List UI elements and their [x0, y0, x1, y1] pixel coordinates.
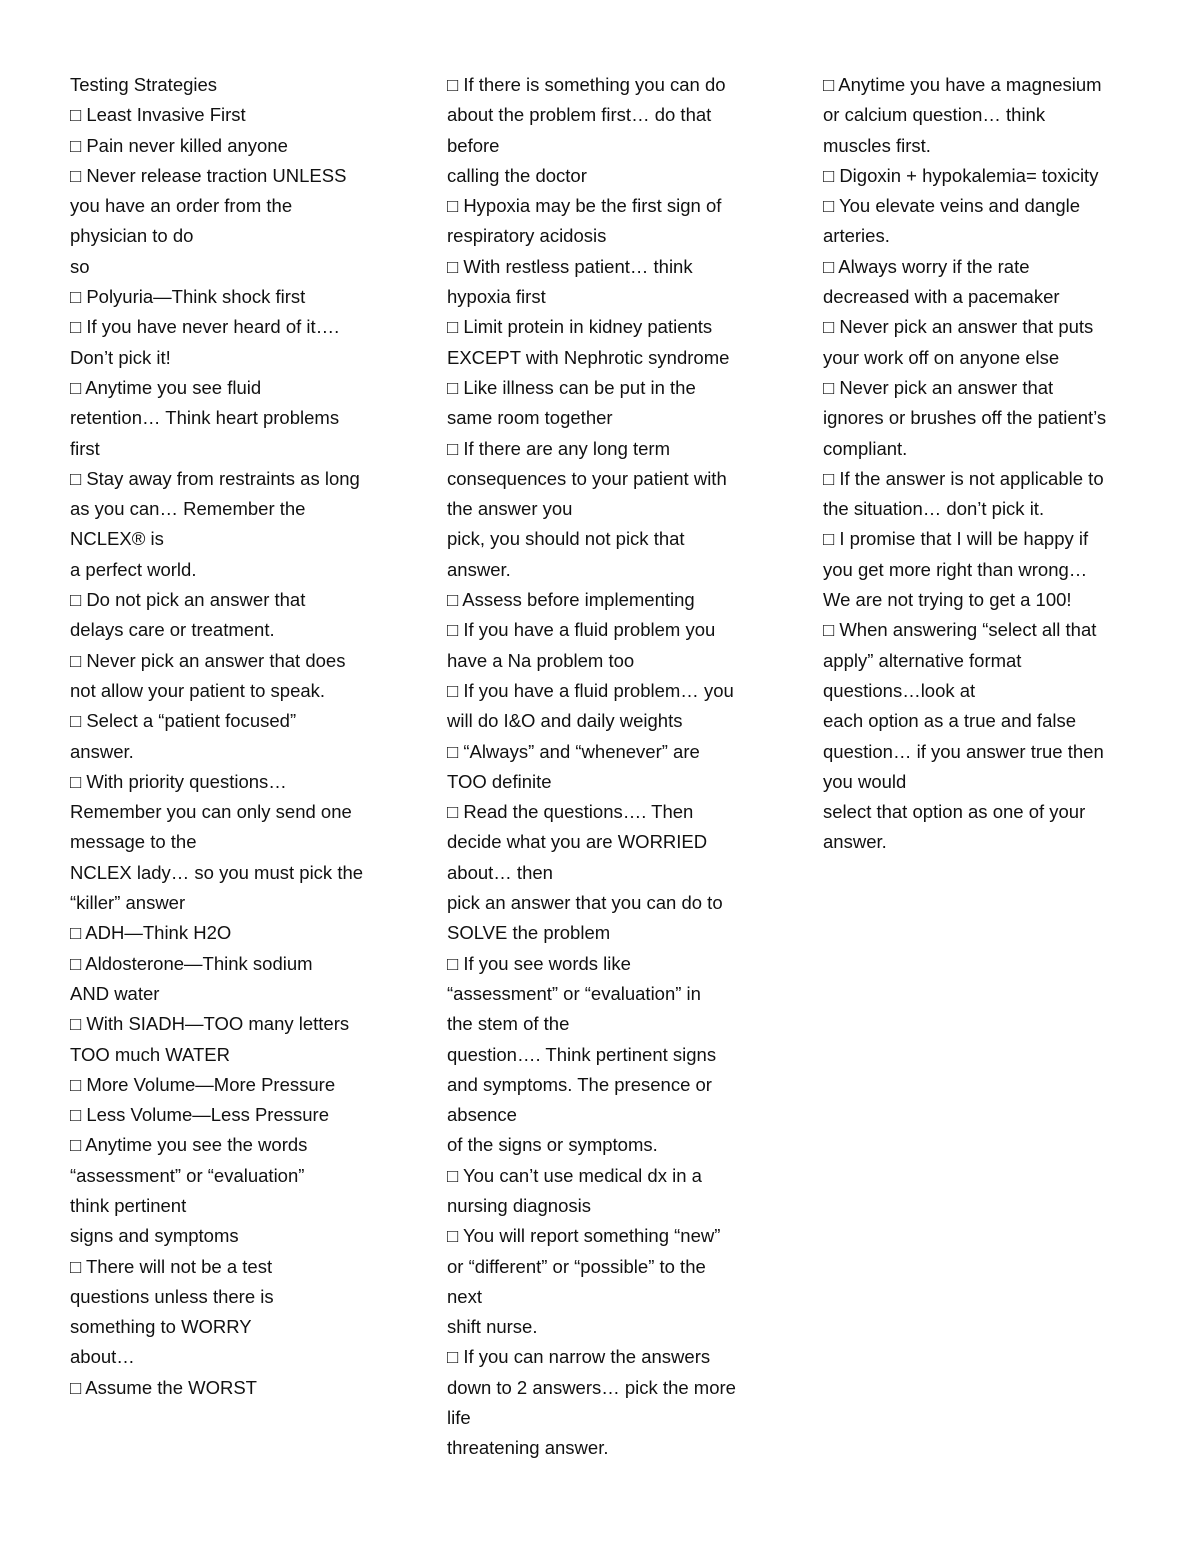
text-line: delays care or treatment.: [70, 619, 275, 641]
text-line: respiratory acidosis: [447, 225, 607, 247]
text-line: □ Never pick an answer that does: [70, 649, 346, 671]
text-line: □ Anytime you have a magnesium: [823, 74, 1102, 95]
text-line: □ Anytime you see the words: [70, 1134, 308, 1156]
text-line: □ Least Invasive First: [70, 104, 246, 126]
text-line: decreased with a pacemaker: [823, 286, 1060, 308]
text-line: TOO much WATER: [70, 1043, 231, 1065]
text-line: retention… Think heart problems: [70, 407, 340, 429]
text-line: Don’t pick it!: [70, 346, 171, 368]
text-line: arteries.: [823, 225, 890, 247]
text-line: will do I&O and daily weights: [447, 710, 683, 732]
text-line: □ I promise that I will be happy if: [823, 528, 1089, 550]
text-line: as you can… Remember the: [70, 498, 306, 520]
text-line: □ Stay away from restraints as long: [70, 467, 360, 489]
text-line: consequences to your patient with: [447, 467, 727, 489]
text-line: a perfect world.: [70, 558, 197, 580]
text-line: □ Select a “patient focused”: [70, 710, 297, 732]
text-column-3: [823, 70, 1163, 858]
text-line: shift nurse.: [447, 1316, 538, 1338]
text-line: about… then: [447, 861, 553, 883]
text-line: □ There will not be a test: [70, 1255, 273, 1277]
text-line: question…. Think pertinent signs: [447, 1043, 717, 1065]
text-line: or calcium question… think: [823, 104, 1046, 126]
text-line: □ If there are any long term: [447, 437, 671, 459]
text-line: □ Less Volume—Less Pressure: [70, 1104, 329, 1126]
text-line: you would: [823, 770, 907, 792]
text-line: questions…look at: [823, 679, 976, 701]
text-line: calling the doctor: [447, 164, 587, 186]
text-line: □ Aldosterone—Think sodium: [70, 952, 313, 974]
text-line: answer.: [70, 740, 134, 762]
text-line: pick, you should not pick that: [447, 528, 685, 550]
text-line: first: [70, 437, 100, 459]
text-line: and symptoms. The presence or: [447, 1073, 712, 1095]
text-line: signs and symptoms: [70, 1225, 239, 1247]
text-line: of the signs or symptoms.: [447, 1134, 658, 1156]
text-line: compliant.: [823, 437, 908, 459]
text-line: the situation… don’t pick it.: [823, 498, 1045, 520]
text-line: “killer” answer: [70, 892, 186, 914]
text-line: □ If there is something you can do: [447, 74, 726, 95]
text-line: □ More Volume—More Pressure: [70, 1073, 336, 1095]
text-line: absence: [447, 1104, 517, 1126]
text-line: Testing Strategies: [70, 74, 218, 95]
text-line: SOLVE the problem: [447, 922, 611, 944]
text-line: physician to do: [70, 225, 194, 247]
text-line: □ Never pick an answer that: [823, 376, 1054, 398]
text-line: Remember you can only send one: [70, 801, 352, 823]
text-line: next: [447, 1285, 482, 1307]
text-line: NCLEX® is: [70, 528, 164, 550]
text-line: □ Polyuria—Think shock first: [70, 286, 306, 308]
text-line: □ You will report something “new”: [447, 1225, 721, 1247]
text-line: your work off on anyone else: [823, 346, 1060, 368]
text-line: decide what you are WORRIED: [447, 831, 708, 853]
text-line: □ Assess before implementing: [447, 589, 695, 611]
text-line: same room together: [447, 407, 613, 429]
text-line: about…: [70, 1346, 135, 1368]
text-line: □ You elevate veins and dangle: [823, 195, 1081, 217]
text-line: NCLEX lady… so you must pick the: [70, 861, 364, 883]
text-line: ignores or brushes off the patient’s: [823, 407, 1107, 429]
text-line: life: [447, 1407, 471, 1429]
text-line: □ ADH—Think H2O: [70, 922, 232, 944]
text-line: something to WORRY: [70, 1316, 252, 1338]
text-line: □ You can’t use medical dx in a: [447, 1164, 702, 1186]
text-line: □ Read the questions…. Then: [447, 801, 694, 823]
text-line: AND water: [70, 982, 160, 1004]
text-line: □ Always worry if the rate: [823, 255, 1030, 277]
text-line: you get more right than wrong…: [823, 558, 1088, 580]
text-line: select that option as one of your: [823, 801, 1086, 823]
text-line: □ Assume the WORST: [70, 1376, 257, 1398]
text-line: the answer you: [447, 498, 573, 520]
text-line: questions unless there is: [70, 1285, 274, 1307]
text-line: hypoxia first: [447, 286, 546, 308]
text-line: you have an order from the: [70, 195, 293, 217]
text-line: □ “Always” and “whenever” are: [447, 740, 700, 762]
text-line: □ With restless patient… think: [447, 255, 693, 277]
text-line: □ If you see words like: [447, 952, 631, 974]
text-line: question… if you answer true then: [823, 740, 1104, 762]
text-line: □ Like illness can be put in the: [447, 376, 696, 398]
text-line: answer.: [823, 831, 887, 853]
text-line: □ Pain never killed anyone: [70, 134, 288, 156]
text-line: apply” alternative format: [823, 649, 1022, 671]
text-line: □ Limit protein in kidney patients: [447, 316, 713, 338]
text-line: □ Never pick an answer that puts: [823, 316, 1094, 338]
text-column-1: [70, 70, 410, 1403]
text-line: □ If you have never heard of it….: [70, 316, 340, 338]
text-line: EXCEPT with Nephrotic syndrome: [447, 346, 730, 368]
text-line: down to 2 answers… pick the more: [447, 1376, 736, 1398]
text-line: nursing diagnosis: [447, 1194, 591, 1216]
text-line: “assessment” or “evaluation” in: [447, 982, 701, 1004]
text-line: so: [70, 255, 90, 277]
text-line: muscles first.: [823, 134, 931, 156]
text-line: □ If you have a fluid problem you: [447, 619, 716, 641]
text-line: or “different” or “possible” to the: [447, 1255, 706, 1277]
text-line: pick an answer that you can do to: [447, 892, 723, 914]
text-line: each option as a true and false: [823, 710, 1077, 732]
text-line: before: [447, 134, 500, 156]
text-line: □ Never release traction UNLESS: [70, 164, 347, 186]
text-line: not allow your patient to speak.: [70, 679, 326, 701]
text-line: have a Na problem too: [447, 649, 635, 671]
text-line: threatening answer.: [447, 1437, 609, 1459]
text-line: □ If you have a fluid problem… you: [447, 679, 734, 701]
text-line: □ When answering “select all that: [823, 619, 1097, 641]
text-line: think pertinent: [70, 1194, 187, 1216]
text-line: □ Hypoxia may be the first sign of: [447, 195, 722, 217]
text-line: □ If the answer is not applicable to: [823, 467, 1104, 489]
text-line: □ With priority questions…: [70, 770, 287, 792]
text-line: “assessment” or “evaluation”: [70, 1164, 305, 1186]
text-line: □ Anytime you see fluid: [70, 376, 262, 398]
text-line: □ With SIADH—TOO many letters: [70, 1013, 350, 1035]
text-line: □ Do not pick an answer that: [70, 589, 306, 611]
text-column-2: [447, 70, 787, 1464]
text-line: the stem of the: [447, 1013, 570, 1035]
text-line: about the problem first… do that: [447, 104, 712, 126]
text-line: TOO definite: [447, 770, 552, 792]
text-line: message to the: [70, 831, 197, 853]
text-line: □ Digoxin + hypokalemia= toxicity: [823, 164, 1099, 186]
text-line: We are not trying to get a 100!: [823, 589, 1072, 611]
text-line: □ If you can narrow the answers: [447, 1346, 711, 1368]
text-line: answer.: [447, 558, 511, 580]
